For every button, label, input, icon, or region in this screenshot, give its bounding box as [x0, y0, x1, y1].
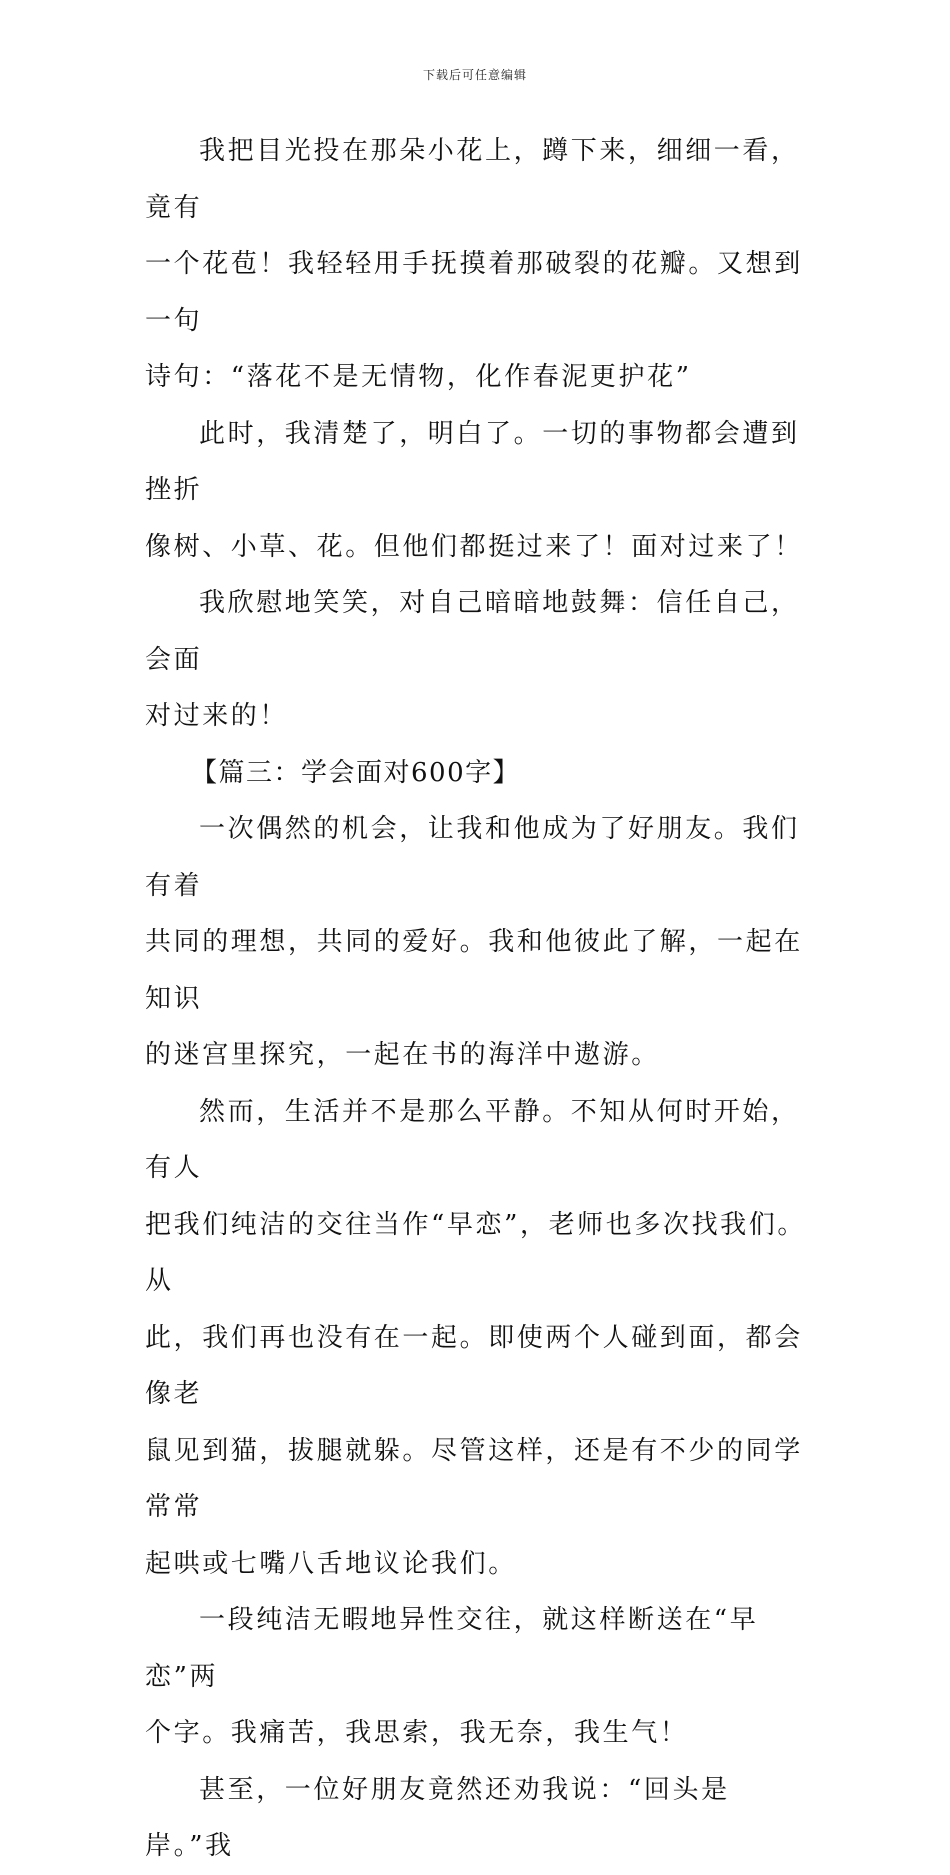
- text-line: 一段纯洁无暇地异性交往，就这样断送在“早恋”两: [145, 1605, 759, 1692]
- page-header: 下载后可任意编辑: [422, 68, 527, 82]
- text-line: 像树、小草、花。但他们都挺过来了！面对过来了！: [145, 531, 803, 562]
- text-line: 共同的理想，共同的爱好。我和他彼此了解，一起在知识: [145, 927, 803, 1014]
- section-heading: 【篇三：学会面对600字】: [191, 757, 521, 788]
- text-line: 甚至，一位好朋友竟然还劝我说：“回头是岸。”我: [145, 1774, 730, 1861]
- text-line: 此，我们再也没有在一起。即使两个人碰到面，都会像老: [145, 1322, 803, 1409]
- text-line: 此时，我清楚了，明白了。一切的事物都会遭到挫折: [145, 418, 800, 505]
- text-line: 起哄或七嘴八舌地议论我们。: [145, 1548, 517, 1579]
- text-line: 鼠见到猫，拔腿就躲。尽管这样，还是有不少的同学常常: [145, 1435, 803, 1522]
- text-line: 然而，生活并不是那么平静。不知从何时开始，有人: [145, 1096, 800, 1183]
- text-line: 一次偶然的机会，让我和他成为了好朋友。我们有着: [145, 814, 800, 901]
- text-line: 的迷宫里探究，一起在书的海洋中遨游。: [145, 1040, 660, 1070]
- text-line: 我欣慰地笑笑，对自己暗暗地鼓舞：信任自己，会面: [145, 588, 800, 675]
- text-line: 对过来的！: [145, 701, 289, 731]
- text-line: 一个花苞！我轻轻用手抚摸着那破裂的花瓣。又想到一句: [145, 249, 803, 336]
- text-line: 诗句：“落花不是无情物，化作春泥更护花”: [145, 362, 692, 392]
- text-line: 我把目光投在那朵小花上，蹲下来，细细一看，竟有: [145, 136, 800, 223]
- text-line: 个字。我痛苦，我思索，我无奈，我生气！: [145, 1718, 689, 1748]
- document-body: [145, 123, 810, 1875]
- text-line: 把我们纯洁的交往当作“早恋”，老师也多次找我们。从: [145, 1209, 806, 1296]
